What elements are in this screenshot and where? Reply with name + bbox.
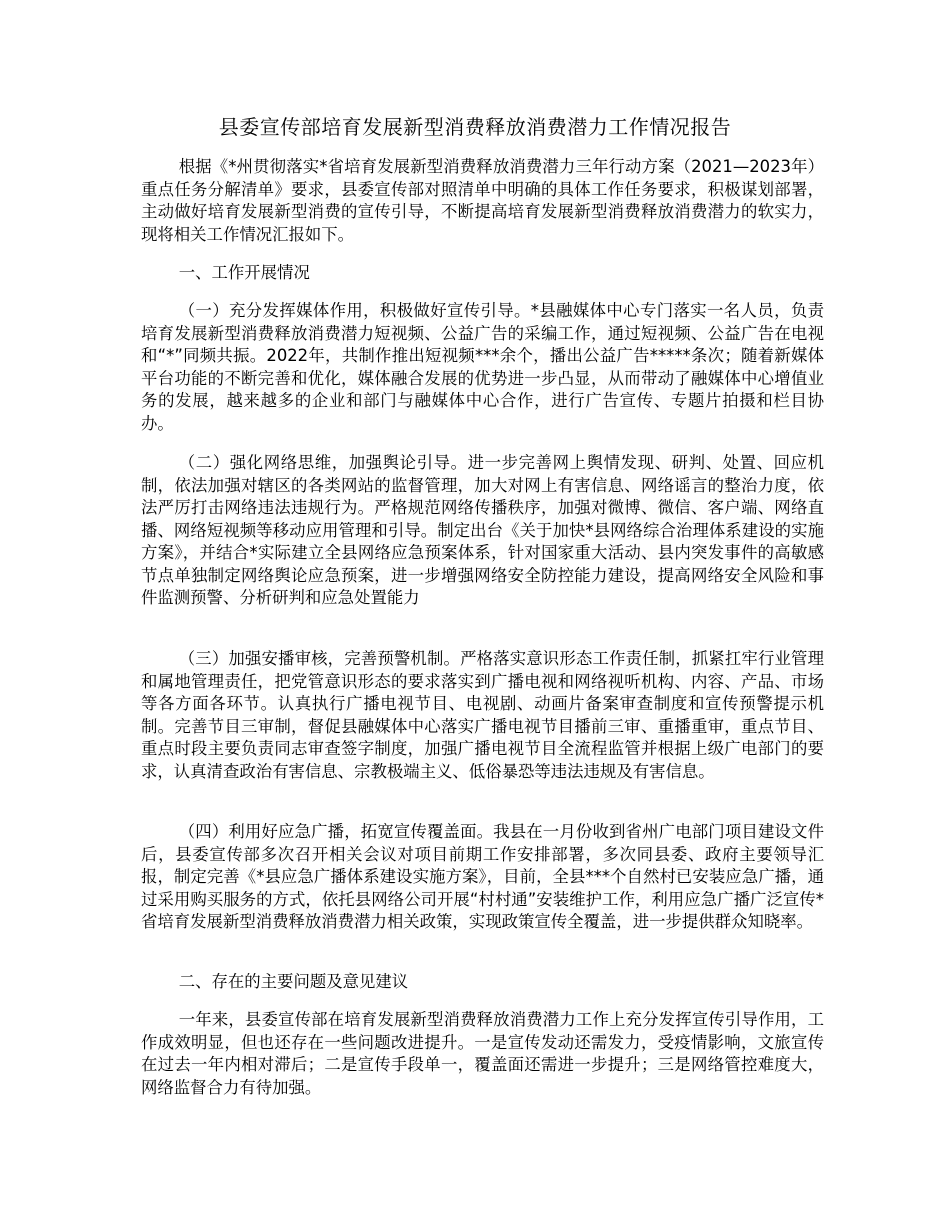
intro-paragraph: 根据《*州贯彻落实*省培育发展新型消费释放消费潜力三年行动方案（2021—2023年）重点任务分解清单》要求，县委宣传部对照清单中明确的具体工作任务要求，积极谋划部署，主动做好培育发展新型消费的宣传引导，不断提高培育发展新型消费释放消费潜力的软实力，现将相关工作情况汇报如下。 — [141, 157, 824, 244]
paragraph-broadcast-review: （三）加强安播审核，完善预警机制。严格落实意识形态工作责任制，抓紧扛牢行业管理和属地管理责任，把党管意识形态的要求落实到广播电视和网络视听机构、内容、产品、市场等各方面各环节。认真执行广播电视节目、电视剧、动画片备案审查制度和宣传预警提示机制。完善节目三审制，督促县融媒体中心落实广播电视节目播前三审、重播重审，重点节目、重点时段主要负责同志审查签字制度，加强广播电视节目全流程监管并根据上级广电部门的要求，认真清查政治有害信息、宗教极端主义、低俗暴恐等违法违规及有害信息。 — [141, 649, 824, 781]
paragraph-network-thinking: （二）强化网络思维，加强舆论引导。进一步完善网上舆情发现、研判、处置、回应机制，依法加强对辖区的各类网站的监督管理，加大对网上有害信息、网络谣言的整治力度，依法严厉打击网络违法违规行为。严格规范网络传播秩序，加强对微博、微信、客户端、网络直播、网络短视频等移动应用管理和引导。制定出台《关于加快*县网络综合治理体系建设的实施方案》，并结合*实际建立全县网络应急预案体系，针对国家重大活动、县内突发事件的高敏感节点单独制定网络舆论应急预案，进一步增强网络安全防控能力建设，提高网络安全风险和事件监测预警、分析研判和应急处置能力 — [141, 453, 824, 607]
section-heading-work-progress: 一、工作开展情况 — [178, 263, 310, 282]
section-heading-problems-suggestions: 二、存在的主要问题及意见建议 — [178, 972, 409, 991]
paragraph-problems-summary: 一年来，县委宣传部在培育发展新型消费释放消费潜力工作上充分发挥宣传引导作用，工作成效明显，但也还存在一些问题改进提升。一是宣传发动还需发力，受疫情影响，文旅宣传在过去一年内相对滞后；二是宣传手段单一，覆盖面还需进一步提升；三是网络管控难度大，网络监督合力有待加强。 — [141, 1010, 824, 1097]
paragraph-media-role: （一）充分发挥媒体作用，积极做好宣传引导。*县融媒体中心专门落实一名人员，负责培育发展新型消费释放消费潜力短视频、公益广告的采编工作，通过短视频、公益广告在电视和“*”同频共振。2022年，共制作推出短视频***余个，播出公益广告*****条次；随着新媒体平台功能的不断完善和优化，媒体融合发展的优势进一步凸显，从而带动了融媒体中心增值业务的发展，越来越多的企业和部门与融媒体中心合作，进行广告宣传、专题片拍摄和栏目协办。 — [141, 301, 824, 433]
paragraph-emergency-broadcast: （四）利用好应急广播，拓宽宣传覆盖面。我县在一月份收到省州广电部门项目建设文件后，县委宣传部多次召开相关会议对项目前期工作安排部署，多次同县委、政府主要领导汇报，制定完善《*县应急广播体系建设实施方案》，目前，全县***个自然村已安装应急广播，通过采用购买服务的方式，依托县网络公司开展“村村通”安装维护工作，利用应急广播广泛宣传*省培育发展新型消费释放消费潜力相关政策，实现政策宣传全覆盖，进一步提供群众知晓率。 — [141, 822, 824, 931]
document-title: 县委宣传部培育发展新型消费释放消费潜力工作情况报告 — [218, 115, 732, 139]
